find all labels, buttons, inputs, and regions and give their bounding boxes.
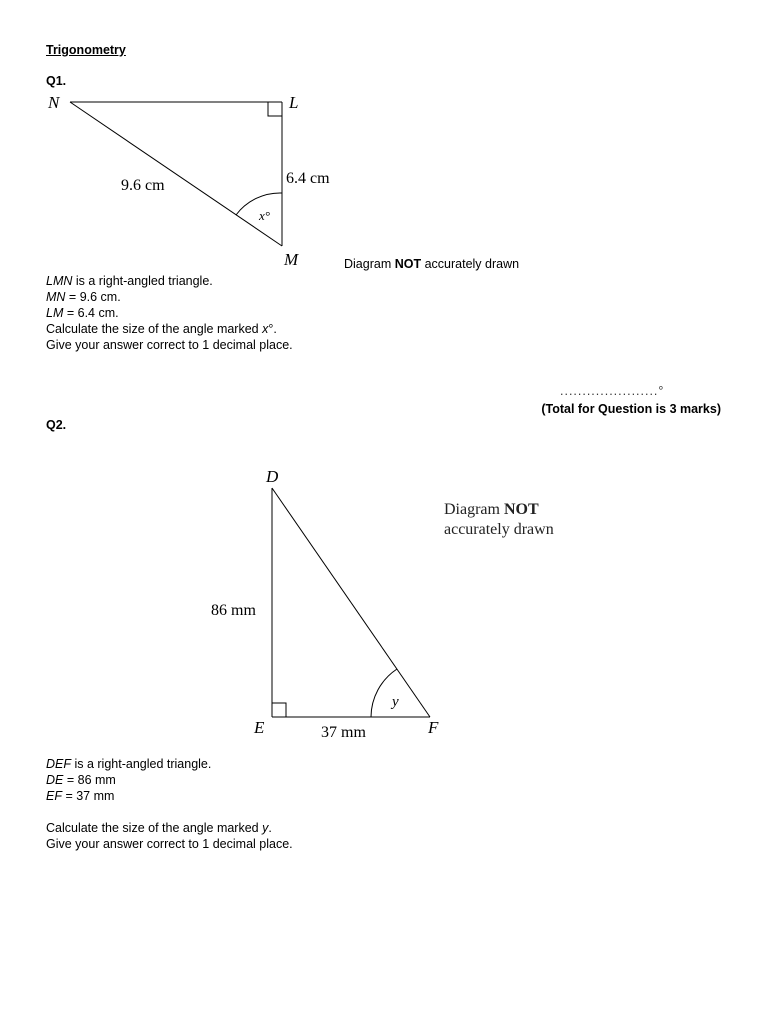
q1-line-3: LM = 6.4 cm.: [46, 306, 119, 320]
q2-label: Q2.: [46, 418, 67, 432]
q2-side-ef-label: 37 mm: [321, 724, 366, 741]
q1-right-angle-mark: [268, 102, 282, 116]
q1-text: [46, 273, 293, 353]
q1-total-marks: (Total for Question is 3 marks): [541, 402, 721, 416]
q1-diagram-note: Diagram NOT accurately drawn: [344, 257, 520, 271]
q2-line-5: Give your answer correct to 1 decimal place.: [46, 837, 293, 851]
q1-line-2: MN = 9.6 cm.: [46, 290, 121, 304]
q1-triangle: [70, 102, 282, 246]
q1-vertex-m: M: [284, 250, 299, 269]
q1-line-4: Calculate the size of the angle marked x°.: [46, 322, 277, 336]
q1-side-nm-label: 9.6 cm: [121, 177, 165, 194]
q2-line-3: EF = 37 mm: [46, 789, 115, 803]
q2-line-2: DE = 86 mm: [46, 773, 116, 787]
q2-diagram-note: Diagram NOT accurately drawn: [444, 501, 554, 538]
q2-line-4: Calculate the size of the angle marked y.: [46, 821, 272, 835]
q2-vertex-d: D: [266, 467, 279, 486]
q1-angle-label: x°: [259, 208, 270, 223]
q1-vertex-l: L: [289, 93, 299, 112]
q2-vertex-f: F: [428, 718, 439, 737]
q1-line-5: Give your answer correct to 1 decimal place.: [46, 338, 293, 352]
q2-side-de-label: 86 mm: [211, 602, 256, 619]
q2-angle-label: y: [392, 694, 399, 710]
q1-side-lm-label: 6.4 cm: [286, 170, 330, 187]
page-title: Trigonometry: [46, 43, 126, 57]
q1-line-1: LMN is a right-angled triangle.: [46, 274, 213, 288]
q2-line-1: DEF is a right-angled triangle.: [46, 757, 212, 771]
q1-label: Q1.: [46, 74, 67, 88]
q2-triangle: [272, 488, 430, 717]
q2-side-df: [272, 488, 430, 717]
q2-right-angle-mark: [272, 703, 286, 717]
q2-vertex-e: E: [254, 718, 265, 737]
q1-vertex-n: N: [48, 93, 60, 112]
q1-side-nm: [70, 102, 282, 246]
q1-answer-line: ......................°: [560, 384, 665, 398]
q2-text: [46, 756, 293, 852]
